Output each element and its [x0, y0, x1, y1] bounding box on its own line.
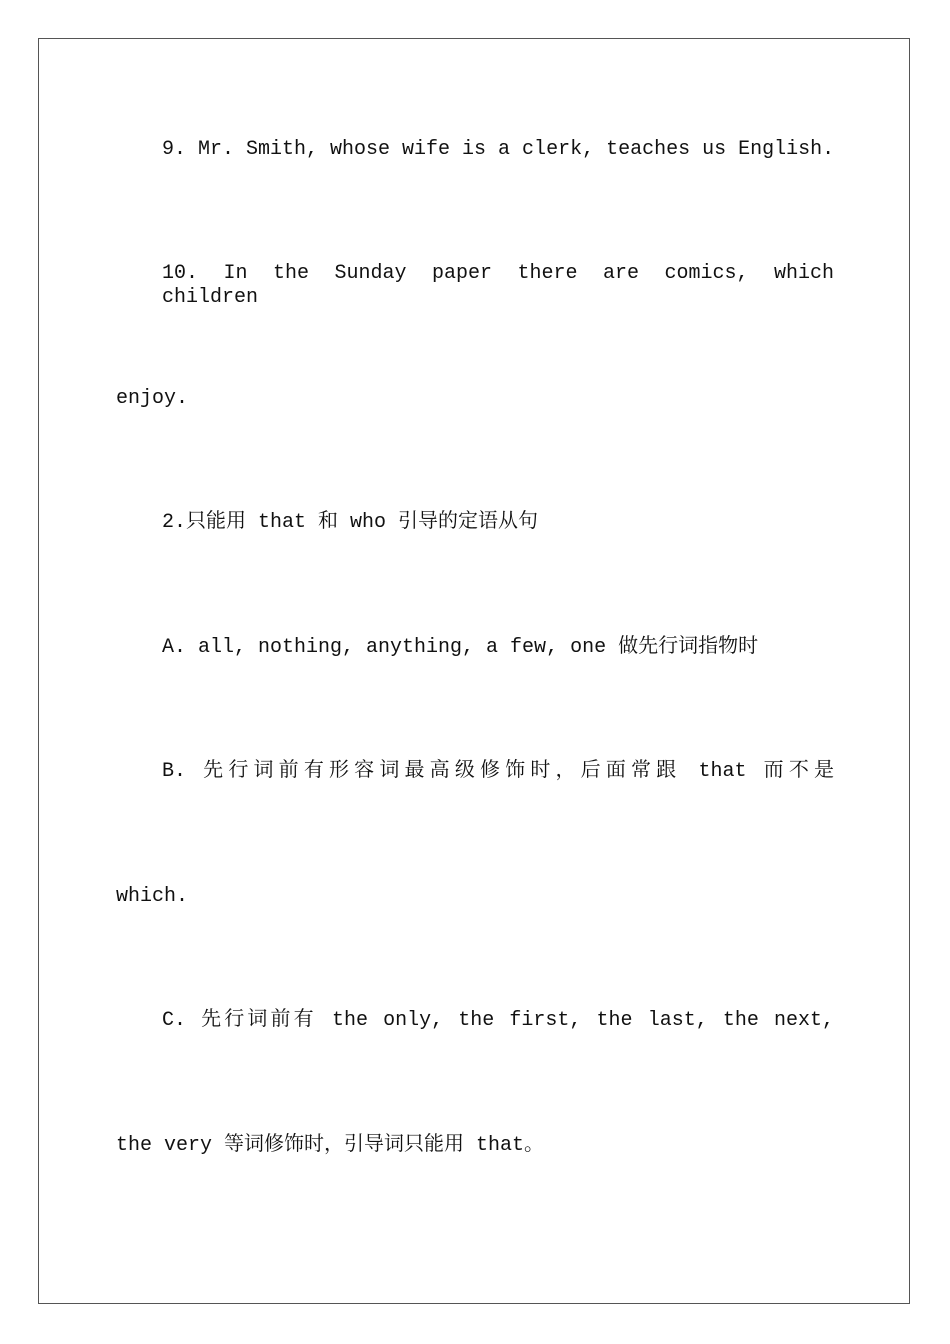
rule-c-continued: the very 等词修饰时，引导词只能用 that。 [116, 1134, 545, 1157]
rule-a: A. all, nothing, anything, a few, one 做先行词指物时 [162, 636, 759, 659]
example-sentence-10: 10. In the Sunday paper there are comics, which children [162, 262, 834, 309]
example-sentence-10-continued: enjoy. [116, 387, 189, 410]
rule-c: C. 先行词前有 the only, the first, the last, the next, [162, 1009, 834, 1032]
example-sentence-9: 9. Mr. Smith, whose wife is a clerk, teaches us English. [162, 138, 835, 161]
section-heading-2: 2.只能用 that 和 who 引导的定语从句 [162, 511, 539, 534]
page-border [38, 38, 910, 1304]
rule-b-continued: which. [116, 885, 189, 908]
rule-b: B. 先行词前有形容词最高级修饰时，后面常跟 that 而不是 [162, 760, 834, 783]
